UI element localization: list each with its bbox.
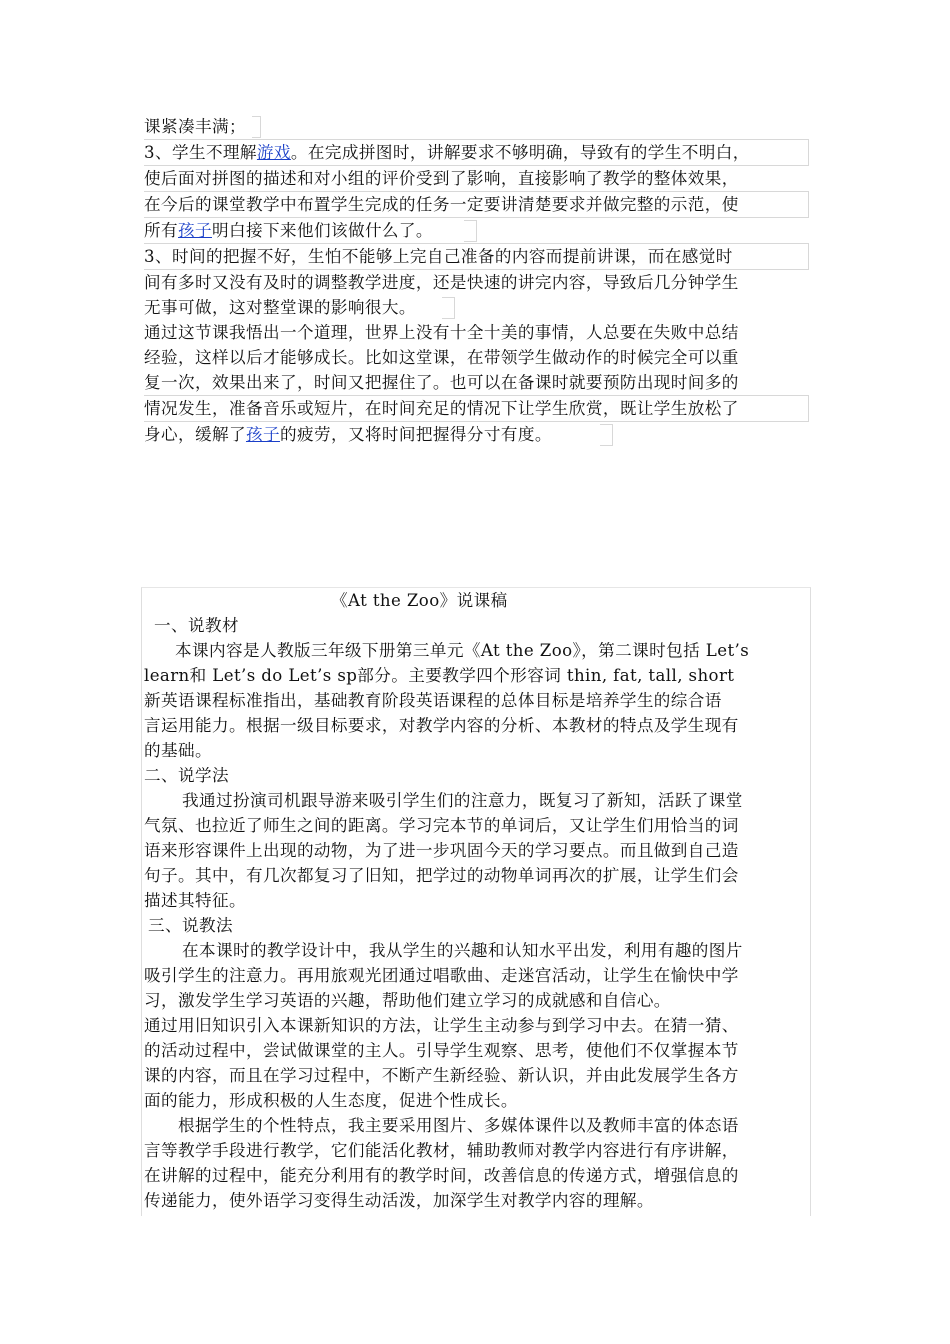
reflection-section — [144, 114, 808, 447]
text-box-marker — [600, 424, 613, 446]
text-box-marker — [442, 297, 455, 319]
text-line: 课的内容，而且在学习过程中，不断产生新经验、新认识，并由此发展学生各方 — [144, 1066, 739, 1085]
text-line: 根据学生的个性特点，我主要采用图片、多媒体课件以及教师丰富的体态语 — [178, 1116, 739, 1135]
text-line — [144, 295, 808, 320]
text-box-marker — [252, 116, 261, 138]
text-line — [144, 422, 808, 447]
text-line: 本课内容是人教版三年级下册第三单元《At the Zoo》，第二课时包括 Let’s — [175, 641, 750, 660]
text-line: 通过用旧知识引入本课新知识的方法，让学生主动参与到学习中去。在猜一猜、 — [144, 1016, 739, 1035]
text-line: 习，激发学生学习英语的兴趣，帮助他们建立学习的成就感和自信心。 — [144, 991, 671, 1010]
text-line: 间有多时又没有及时的调整教学进度，还是快速的讲完内容，导致后几分钟学生 — [144, 273, 739, 292]
text-line: 使后面对拼图的描述和对小组的评价受到了影响，直接影响了教学的整体效果， — [144, 169, 739, 188]
line-text: 。在完成拼图时，讲解要求不够明确，导致有的学生不明白， — [290, 143, 750, 162]
text-line: 气氛、也拉近了师生之间的距离。学习完本节的单词后，又让学生们用恰当的词 — [144, 816, 739, 835]
text-line: 情况发生，准备音乐或短片，在时间充足的情况下让学生欣赏，既让学生放松了 — [144, 395, 809, 422]
text-line — [144, 139, 809, 166]
text-line: 我通过扮演司机跟导游来吸引学生们的注意力，既复习了新知，活跃了课堂 — [182, 791, 743, 810]
text-line: 在今后的课堂教学中布置学生完成的任务一定要讲清楚要求并做完整的示范，使 — [144, 191, 809, 218]
line-text: 所有 — [144, 221, 178, 240]
text-line: 在本课时的教学设计中，我从学生的兴趣和认知水平出发，利用有趣的图片 — [182, 941, 743, 960]
line-text: 无事可做，这对整堂课的影响很大。 — [144, 298, 416, 317]
text-box-marker — [464, 220, 477, 242]
heading-learning-method: 二、说学法 — [144, 766, 229, 785]
heading-textbook: 一、说教材 — [154, 616, 239, 635]
text-line — [144, 114, 256, 139]
text-line: 复一次，效果出来了，时间又把握住了。也可以在备课时就要预防出现时间多的 — [144, 373, 739, 392]
document-title: 《At the Zoo》说课稿 — [331, 591, 508, 610]
heading-teaching-method: 三、说教法 — [148, 916, 233, 935]
text-line: 面的能力，形成积极的人生态度，促进个性成长。 — [144, 1091, 518, 1110]
text-line: 描述其特征。 — [144, 891, 246, 910]
line-text: 3、学生不理解 — [144, 143, 257, 162]
line-text: 明白接下来他们该做什么了。 — [212, 221, 433, 240]
text-line: 言等教学手段进行教学，它们能活化教材，辅助教师对教学内容进行有序讲解， — [144, 1141, 739, 1160]
text-line: 新英语课程标准指出，基础教育阶段英语课程的总体目标是培养学生的综合语 — [144, 691, 722, 710]
line-text: 身心，缓解了 — [144, 425, 246, 444]
text-line: 语来形容课件上出现的动物，为了进一步巩固今天的学习要点。而且做到自己造 — [144, 841, 739, 860]
text-line: 的活动过程中，尝试做课堂的主人。引导学生观察、思考，使他们不仅掌握本节 — [144, 1041, 739, 1060]
line-text: 的疲劳，又将时间把握得分寸有度。 — [279, 425, 552, 444]
line-text: 课紧凑丰满； — [144, 117, 246, 136]
text-line: 句子。其中，有几次都复习了旧知，把学过的动物单词再次的扩展，让学生们会 — [144, 866, 739, 885]
text-line — [144, 218, 808, 243]
text-line: 吸引学生的注意力。再用旅观光团通过唱歌曲、走迷宫活动，让学生在愉快中学 — [144, 966, 739, 985]
link-child[interactable]: 孩子 — [245, 425, 280, 444]
text-line: 言运用能力。根据一级目标要求，对教学内容的分析、本教材的特点及学生现有 — [144, 716, 739, 735]
text-line: 通过这节课我悟出一个道理，世界上没有十全十美的事情，人总要在失败中总结 — [144, 323, 739, 342]
text-line: 3、时间的把握不好，生怕不能够上完自己准备的内容而提前讲课，而在感觉时 — [144, 243, 809, 270]
link-child[interactable]: 孩子 — [178, 221, 212, 240]
link-game[interactable]: 游戏 — [256, 143, 291, 162]
text-line: 的基础。 — [144, 741, 212, 760]
lecture-document — [141, 587, 811, 1216]
text-line: 传递能力，使外语学习变得生动活泼，加深学生对教学内容的理解。 — [144, 1191, 654, 1210]
text-line: 在讲解的过程中，能充分利用有的教学时间，改善信息的传递方式，增强信息的 — [144, 1166, 739, 1185]
text-line: 经验，这样以后才能够成长。比如这堂课，在带领学生做动作的时候完全可以重 — [144, 348, 739, 367]
text-line: learn和 Let’s do Let’s sp部分。主要教学四个形容词 thin, fat, tall, short — [144, 666, 735, 685]
